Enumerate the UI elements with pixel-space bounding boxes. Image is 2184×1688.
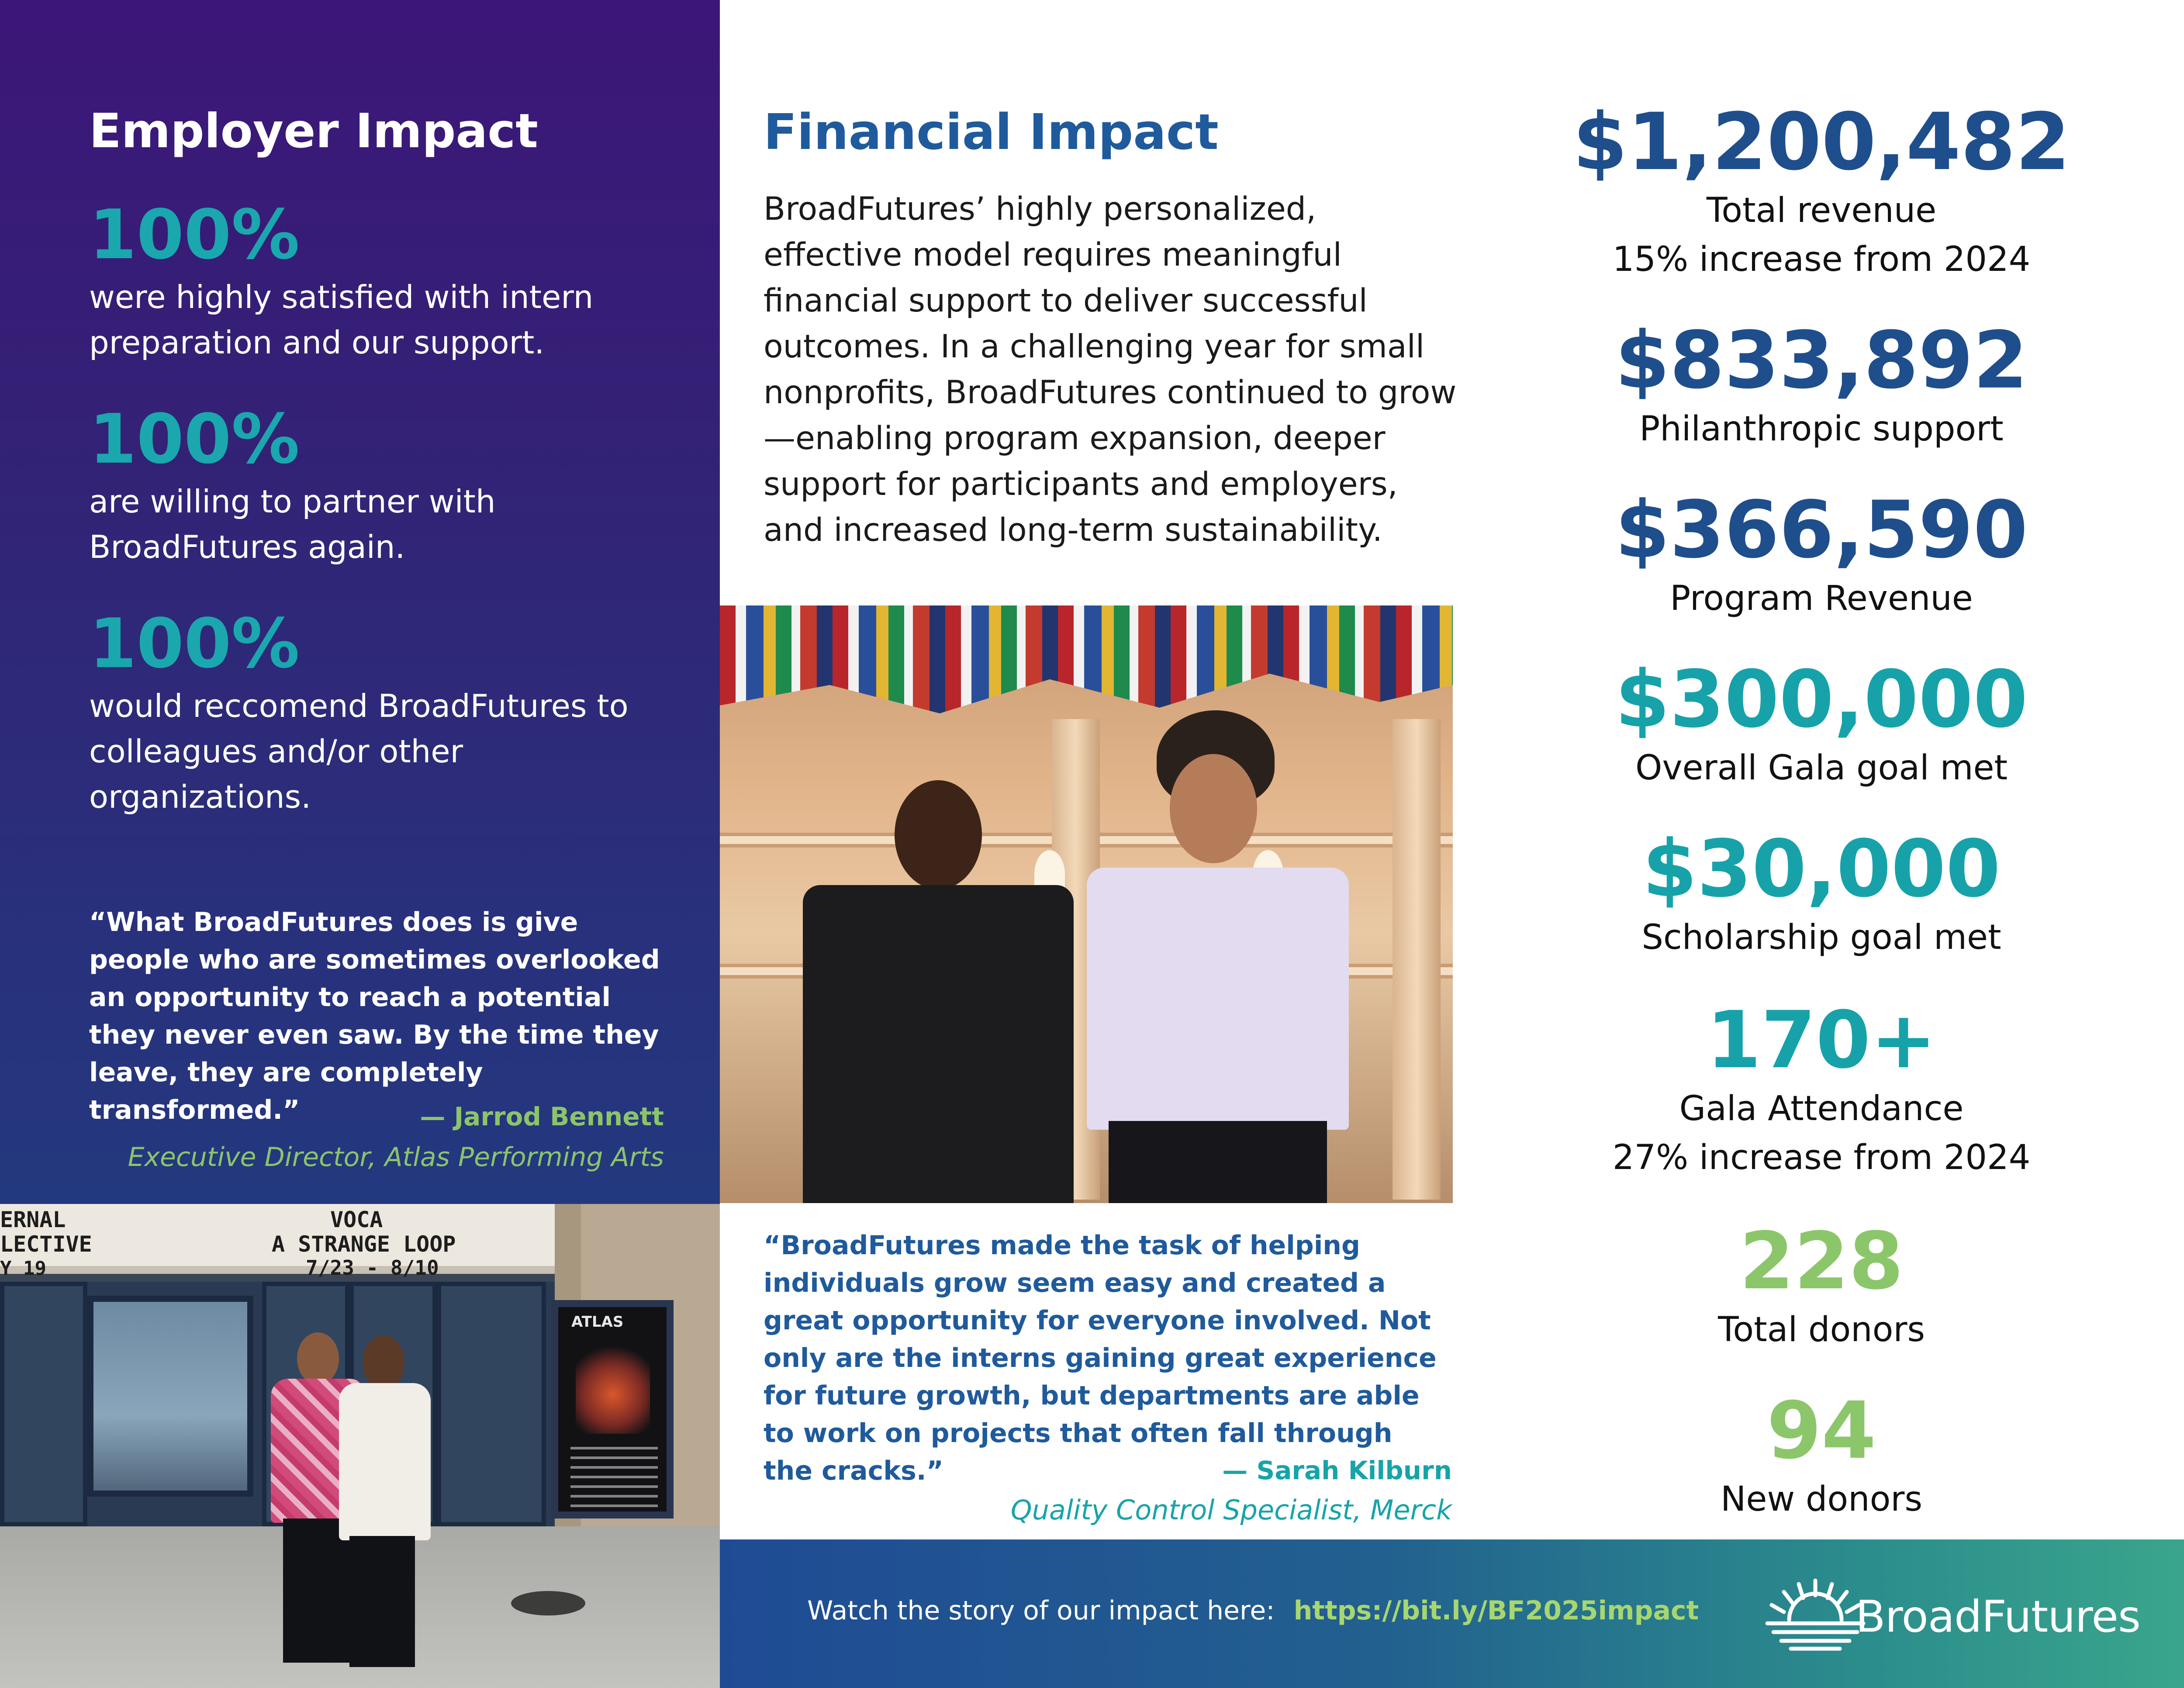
stat-program-revenue bbox=[1555, 484, 2088, 623]
stat-philanthropic-support bbox=[1555, 317, 2088, 453]
testimonial-author: — Sarah Kilburn bbox=[1222, 1456, 1452, 1485]
atrium-photo bbox=[720, 605, 1453, 1203]
stat-value: 170+ bbox=[1706, 995, 1937, 1086]
employer-impact-heading: Employer Impact bbox=[89, 104, 538, 159]
stat-label: Philanthropic support bbox=[1639, 409, 2004, 449]
stat-label: Gala Attendance bbox=[1679, 1089, 1964, 1128]
financial-impact-body: BroadFutures’ highly personalized, effective model requires meaningful financial support to deliver successful outcomes. In a challenging year for small nonprofits, BroadFutures continued to grow—enabling program expansion, deeper support for participants and employers, and increased long-term sustainability. bbox=[764, 190, 1457, 549]
stat-description: are willing to partner with BroadFutures again. bbox=[89, 483, 496, 565]
marquee-text: Y 19 bbox=[0, 1257, 46, 1280]
stat-percent: 100% bbox=[89, 604, 300, 683]
stat-label: Overall Gala goal met bbox=[1635, 748, 2008, 788]
stat-label: Total donors bbox=[1717, 1310, 1925, 1349]
stat-description: would reccomend BroadFutures to colleagues and/or other organizations. bbox=[89, 688, 629, 815]
stat-sublabel: 15% increase from 2024 bbox=[1612, 240, 2031, 279]
poster-art bbox=[576, 1346, 650, 1434]
stat-gala-attendance bbox=[1555, 997, 2088, 1182]
footer-cta bbox=[807, 1595, 1699, 1626]
theater-photo bbox=[0, 1204, 720, 1688]
employer-quote: “What BroadFutures does is give people who are sometimes overlooked an opportunity to reach a potential they never even saw. By the time they leave, they are completely transformed.” bbox=[89, 907, 660, 1125]
door bbox=[0, 1282, 87, 1526]
broadfutures-wordmark: BroadFutures bbox=[1856, 1591, 2141, 1642]
stat-total-donors bbox=[1555, 1218, 2088, 1354]
stat-percent: 100% bbox=[89, 399, 300, 479]
stat-value: 228 bbox=[1739, 1216, 1904, 1307]
marquee-text: LECTIVE bbox=[0, 1231, 92, 1257]
employer-quote-author: — Jarrod Bennett bbox=[420, 1102, 664, 1131]
marquee-text: ERNAL bbox=[0, 1207, 66, 1232]
footer-banner bbox=[720, 1539, 2184, 1688]
employer-stat-recommend bbox=[89, 606, 692, 820]
impact-video-link[interactable]: https://bit.ly/BF2025impact bbox=[1293, 1595, 1699, 1626]
stat-value: $1,200,482 bbox=[1572, 97, 2070, 188]
theater-marquee bbox=[0, 1204, 555, 1280]
stat-label: Total revenue bbox=[1706, 191, 1937, 230]
stat-total-revenue bbox=[1555, 99, 2088, 284]
stat-scholarship-goal bbox=[1555, 823, 2088, 962]
stat-value: $833,892 bbox=[1615, 315, 2028, 406]
marquee-text: 7/23 - 8/10 bbox=[306, 1256, 439, 1280]
financial-impact-heading: Financial Impact bbox=[764, 104, 1219, 161]
stat-sublabel: 27% increase from 2024 bbox=[1612, 1138, 2031, 1177]
stat-percent: 100% bbox=[89, 195, 300, 274]
testimonial-role: Quality Control Specialist, Merck bbox=[1010, 1494, 1452, 1526]
stat-description: were highly satisfied with intern preparation and our support. bbox=[89, 279, 594, 361]
poster-logo: ATLAS bbox=[571, 1313, 624, 1331]
employer-quote-role: Executive Director, Atlas Performing Arts bbox=[128, 1142, 664, 1173]
stat-label: New donors bbox=[1720, 1480, 1923, 1519]
stat-value: 94 bbox=[1766, 1385, 1876, 1477]
broadfutures-sunrise-icon bbox=[1759, 1574, 1872, 1653]
door bbox=[437, 1282, 546, 1526]
display-case bbox=[87, 1296, 253, 1497]
hanging-flags bbox=[720, 605, 1453, 719]
stat-label: Scholarship goal met bbox=[1641, 918, 2001, 957]
manhole-cover bbox=[511, 1591, 585, 1615]
footer-cta-text: Watch the story of our impact here: bbox=[807, 1595, 1275, 1626]
poster-text-lines bbox=[570, 1447, 658, 1508]
marquee-text: A STRANGE LOOP bbox=[272, 1231, 456, 1257]
employer-stat-satisfied bbox=[89, 197, 692, 365]
employer-stat-partner-again bbox=[89, 399, 692, 570]
column bbox=[1393, 719, 1441, 1200]
show-poster bbox=[551, 1300, 674, 1519]
stat-label: Program Revenue bbox=[1670, 579, 1973, 618]
stat-value: $366,590 bbox=[1615, 484, 2028, 576]
stat-value: $30,000 bbox=[1642, 823, 2001, 915]
stat-new-donors bbox=[1555, 1387, 2088, 1524]
stat-gala-goal bbox=[1555, 656, 2088, 792]
employer-impact-panel bbox=[0, 0, 720, 1204]
employer-testimonial-quote: “BroadFutures made the task of helping individuals grow seem easy and created a great opportunity for everyone involved. Not only are the interns gaining great experience for future growth, but departments are able to work on projects that often fall through the cracks.” bbox=[764, 1230, 1437, 1486]
stat-value: $300,000 bbox=[1615, 654, 2028, 745]
marquee-text: VOCA bbox=[330, 1207, 383, 1232]
